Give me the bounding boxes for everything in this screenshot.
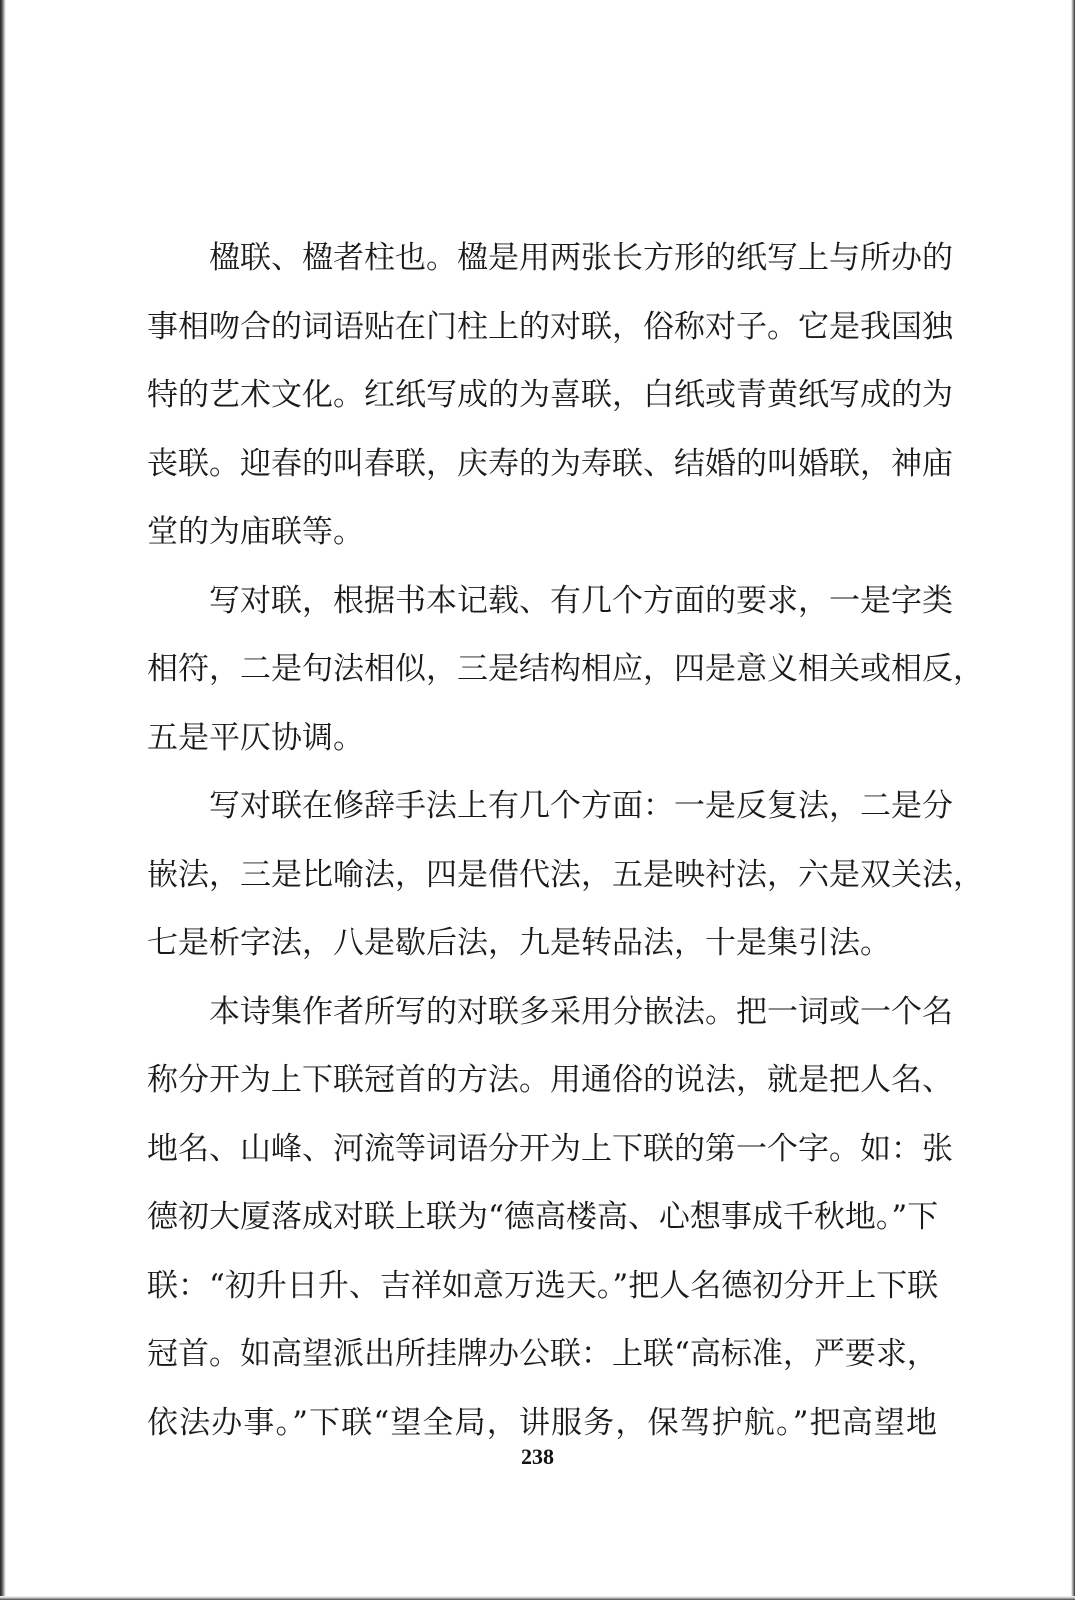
text-line: 本诗集作者所写的对联多采用分嵌法。把一词或一个名 xyxy=(209,993,953,1030)
text-line: 联：“初升日升、吉祥如意万选天。”把人名德初分开上下联 xyxy=(147,1267,939,1304)
text-line: 特的艺术文化。红纸写成的为喜联，白纸或青黄纸写成的为 xyxy=(147,377,953,413)
text-line: 写对联在修辞手法上有几个方面：一是反复法，二是分 xyxy=(209,788,953,824)
scan-edge-right xyxy=(1071,0,1075,1600)
text-line: 五是平仄协调。 xyxy=(147,719,364,756)
text-line: 楹联、楹者柱也。楹是用两张长方形的纸写上与所办的 xyxy=(209,240,953,276)
text-line: 地名、山峰、河流等词语分开为上下联的第一个字。如：张 xyxy=(147,1130,953,1167)
scan-edge-bottom xyxy=(0,1596,1075,1600)
page-body xyxy=(147,224,984,1457)
text-line: 事相吻合的词语贴在门柱上的对联，俗称对子。它是我国独 xyxy=(147,308,953,345)
paragraph-2 xyxy=(147,567,984,773)
text-line: 依法办事。”下联“望全局，讲服务，保驾护航。”把高望地 xyxy=(147,1404,937,1441)
text-line: 堂的为庙联等。 xyxy=(147,514,364,550)
scan-edge-left xyxy=(0,0,6,1600)
text-line: 七是析字法，八是歇后法，九是转品法，十是集引法。 xyxy=(147,925,891,961)
text-line: 相符，二是句法相似，三是结构相应，四是意义相关或相反， xyxy=(147,651,984,687)
paragraph-4 xyxy=(147,978,953,1458)
text-line: 写对联，根据书本记载、有几个方面的要求，一是字类 xyxy=(209,582,953,619)
text-line: 冠首。如高望派出所挂牌办公联：上联“高标准，严要求， xyxy=(147,1336,938,1372)
text-line: 德初大厦落成对联上联为“德高楼高、心想事成千秋地。”下 xyxy=(147,1199,939,1235)
text-line: 嵌法，三是比喻法，四是借代法，五是映衬法，六是双关法， xyxy=(147,856,984,893)
page-number: 238 xyxy=(521,1444,554,1469)
text-line: 丧联。迎春的叫春联，庆寿的为寿联、结婚的叫婚联，神庙 xyxy=(147,445,953,482)
paragraph-3 xyxy=(147,772,984,978)
paragraph-1 xyxy=(147,224,953,567)
text-line: 称分开为上下联冠首的方法。用通俗的说法，就是把人名、 xyxy=(147,1062,953,1098)
